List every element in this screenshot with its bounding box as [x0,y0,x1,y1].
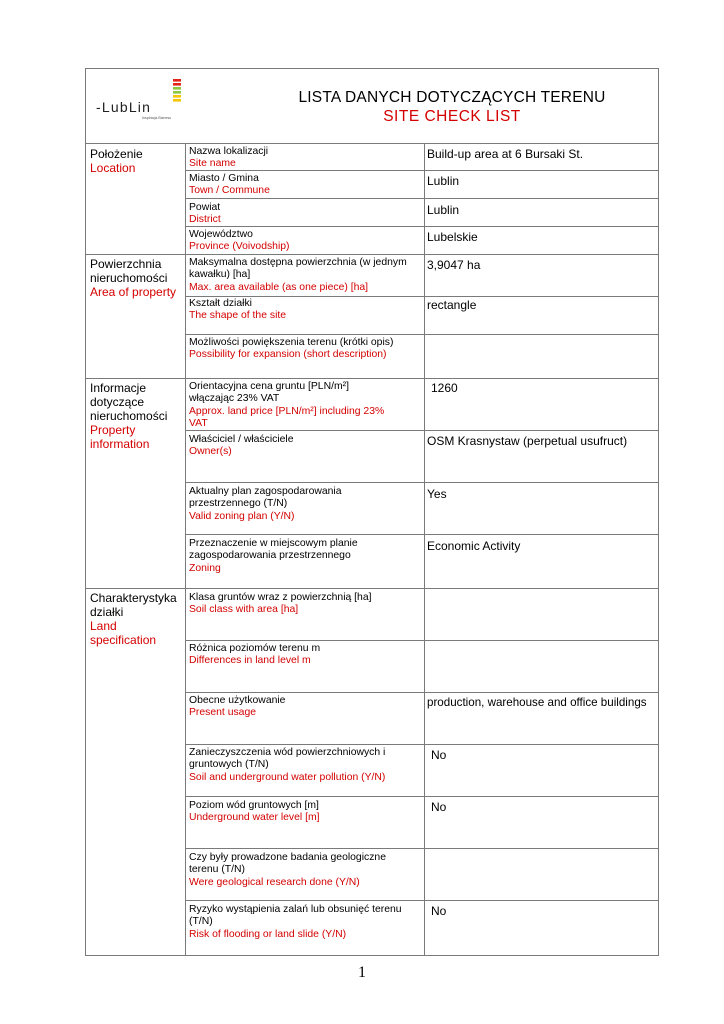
row-label-shape: Kształt działki The shape of the site [189,298,287,322]
section-land-spec: Charakterystyka działki Land specification [90,591,177,647]
value-town: Lublin [427,174,460,188]
value-owner: OSM Krasnystaw (perpetual usufruct) [427,434,628,448]
form-header [86,69,658,144]
row-label-water-level: Poziom wód gruntowych [m] Underground water level [m] [189,800,320,824]
section-location: Położenie Location [90,147,143,175]
logo-tagline: Inspiracja Biznesu [142,116,172,120]
value-flood-risk: No [431,904,447,918]
value-present-usage: production, warehouse and office buildings [427,696,647,709]
column-divider-1 [185,144,186,955]
value-zoning-plan: Yes [427,487,447,501]
lublin-logo [96,75,181,125]
row-label-level-diff: Różnica poziomów terenu m Differences in land level m [189,643,321,667]
row-label-owner: Właściciel / właściciele Owner(s) [189,434,294,458]
row-label-zoning: Przeznaczenie w miejscowym planie zagospodarowania przestrzennego Zoning [189,538,358,574]
page-title-pl: LISTA DANYCH DOTYCZĄCYCH TERENU [298,89,606,106]
row-label-district: Powiat District [189,202,221,226]
value-district: Lublin [427,203,460,217]
value-pollution: No [431,748,447,762]
row-label-present-usage: Obecne użytkowanie Present usage [189,695,286,719]
value-max-area: 3,9047 ha [427,258,481,272]
value-zoning: Economic Activity [427,539,521,553]
row-label-pollution: Zanieczyszczenia wód powierzchniowych i gruntowych (T/N) Soil and underground water pollution (Y/N) [189,747,386,783]
value-shape: rectangle [427,298,477,312]
value-site-name: Build-up area at 6 Bursaki St. [427,147,584,161]
row-label-town: Miasto / Gmina Town / Commune [189,173,270,197]
logo-wordmark: -LubLin [96,99,152,115]
row-label-province: Województwo Province (Voivodship) [189,229,290,253]
row-label-expansion: Możliwości powiększenia terenu (krótki opis) Possibility for expansion (short description) [189,337,394,361]
section-property-info: Informacje dotyczące nieruchomości Property information [90,381,168,451]
value-land-price: 1260 [431,381,458,395]
value-province: Lubelskie [427,230,478,244]
column-divider-2 [424,144,425,955]
row-label-land-price: Orientacyjna cena gruntu [PLN/m²] włączając 23% VAT Approx. land price [PLN/m²] including 23% VAT [189,381,385,430]
row-label-flood-risk: Ryzyko wystąpienia zalań lub obsunięć terenu (T/N) Risk of flooding or land slide (Y/N) [189,904,402,940]
page-number: 1 [358,964,366,981]
row-label-geology: Czy były prowadzone badania geologiczne terenu (T/N) Were geological research done (Y/N) [189,852,386,888]
page-title-en: SITE CHECK LIST [383,108,521,125]
row-label-zoning-plan: Aktualny plan zagospodarowania przestrzennego (T/N) Valid zoning plan (Y/N) [189,486,342,522]
value-water-level: No [431,800,447,814]
row-label-soil-class: Klasa gruntów wraz z powierzchnią [ha] Soil class with area [ha] [189,592,372,616]
row-label-site-name: Nazwa lokalizacji Site name [189,146,269,170]
section-area: Powierzchnia nieruchomości Area of property [90,257,177,299]
row-label-max-area: Maksymalna dostępna powierzchnia (w jednym kawałku) [ha] Max. area available (as one piece) [ha] [189,257,407,293]
